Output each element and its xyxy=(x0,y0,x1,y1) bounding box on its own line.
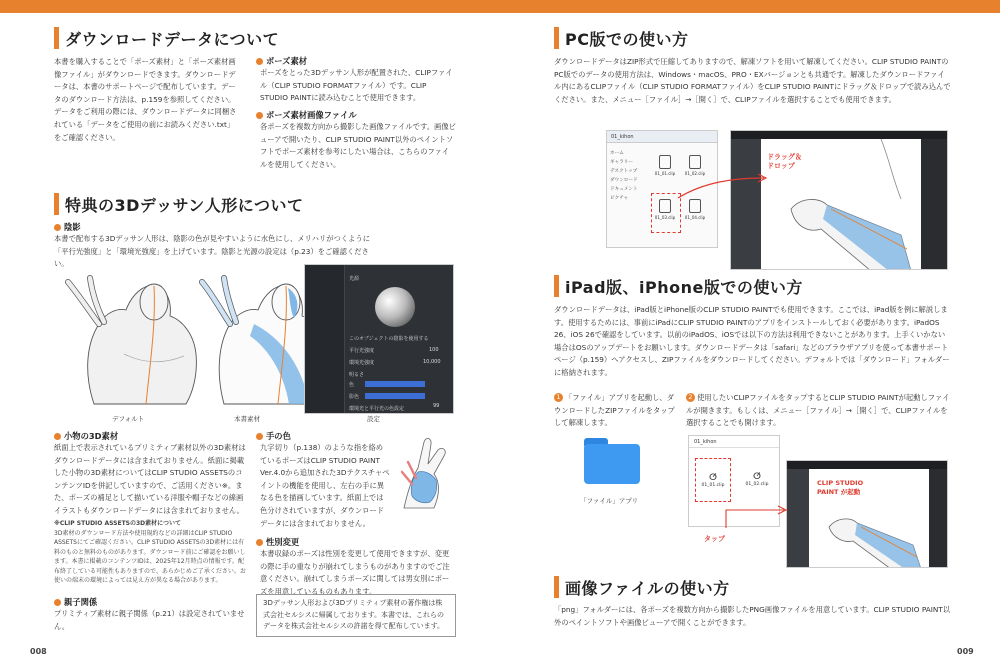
tap-arrow xyxy=(722,502,792,532)
bullet-dot xyxy=(54,599,61,606)
explorer-nav-item[interactable]: ダウンロード xyxy=(610,178,638,183)
heading-text: PC版での使い方 xyxy=(565,29,689,49)
pose-image-body: 各ポーズを複数方向から撮影した画像ファイルです。画像ビューアで開いたり、CLIP STUDIO PAINT以外のペイントソフトでポーズ素材を参考にしたい場合は、こちらのファイルを使用してください。 xyxy=(260,122,456,169)
panel-value: 10,000 xyxy=(423,359,441,365)
explorer-sidebar xyxy=(610,149,638,203)
heading-bar xyxy=(554,275,559,297)
drag-arrow xyxy=(674,172,770,202)
panel-label: 環境光強度 xyxy=(349,360,375,366)
heading-bar xyxy=(554,27,559,49)
subheading-small-3d: 小物の3D素材 xyxy=(54,430,118,442)
top-accent-bar xyxy=(0,0,1000,13)
file-item[interactable]: 01_01.clip xyxy=(653,155,677,181)
panel-label: 色 xyxy=(349,382,355,388)
caption-settings: 設定 xyxy=(367,415,380,423)
csp-menubar xyxy=(731,131,948,139)
panel-color-bar xyxy=(365,381,425,387)
panel-label: 環境光と平行光の色設定 xyxy=(349,406,405,412)
clip-file-icon xyxy=(689,155,701,169)
explorer-nav-item[interactable]: ホーム xyxy=(610,151,624,156)
explorer-nav-item[interactable]: ドキュメント xyxy=(610,187,638,192)
clip-file-icon: ⵚ xyxy=(709,473,717,483)
csp-ipad-layers xyxy=(929,469,948,568)
bullet-dot xyxy=(256,58,263,65)
panel-label: 影色 xyxy=(349,394,360,400)
panel-sidebar xyxy=(305,265,345,414)
parent-body: プリミティブ素材に親子関係（p.21）は設定されていません。 xyxy=(54,609,245,631)
bullet-dot xyxy=(54,224,61,231)
page-number-left: 008 xyxy=(30,647,47,656)
panel-value: 99 xyxy=(433,403,440,409)
pose-body: ポーズをとった3Dデッサン人形が配置された、CLIPファイル（CLIP STUDIO FORMATファイル）です。CLIP STUDIO PAINTに読み込むことで使用できます。 xyxy=(260,68,453,103)
panel-value: 100 xyxy=(429,347,439,353)
panel-label: 明るさ xyxy=(349,372,365,378)
hand-body: 九字切り（p.138）のような指を絡めているポーズはCLIP STUDIO PAINT Ver.4.0から追加された3Dテクスチャペイントの機能を使用し、左右の手に異なる色を描画しています。紙面上では色分けされていますが、ダウンロードデータには含まれておりません。 xyxy=(260,443,390,528)
download-body: 本書を購入することで「ポーズ素材」と「ポーズ素材画像ファイル」がダウンロードできます。ダウンロードデータは、本書のサポートページで配布しています。データのダウンロード方法は、p.159を参照してください。データをご利用の際には、ダウンロードデータに同梱されている「データをご使用の前にお読みください.txt」をご確認ください。 xyxy=(54,57,237,142)
gender-body: 本書収録のポーズは性別を変更して使用できますが、変更の際に手の重なりが崩れてしまうものがありますのでご注意ください。崩れてしまうポーズに関しては男女別にポーズを用意しているものもあります。 xyxy=(260,549,450,596)
ipad-body: ダウンロードデータは、iPad版とiPhone版のCLIP STUDIO PAINTでも使用できます。ここでは、iPad版を例に解説します。使用するためには、事前にiPadにCLIP STUDIO PAINTのアプリをインストールしておく必要があります。iPadOS 26、iOS 26で確認をしています。以前のiPadOS、iOSでは以下の方法は利用できないことがあります。上手くいかない場合はOSのアップデートをお願いします。ダウンロードデータは「safari」などのブラウザアプリを使って本書サポートページ（p.159）へアクセスし、ZIPファイルをダウンロードしてください。デフォルトでは「ダウンロード」フォルダーに格納されます。 xyxy=(554,305,950,377)
panel-label: 光源 xyxy=(349,276,360,282)
section-title-download xyxy=(54,26,279,50)
pc-body: ダウンロードデータはZIP形式で圧縮してありますので、解凍ソフトを用いて解凍してください。CLIP STUDIO PAINTのPC版でのデータの使用方法は、Windows・macOS、PRO・EXバージョンとも共通です。解凍したダウンロードファイル内にあるCLIPファイル（CLIP STUDIO FORMATファイル）をCLIP STUDIO PAINTにドラッグ＆ドロップで読み込んでください。また、メニュー［ファイル］→［開く］で、CLIPファイルを選択することでも使用できます。 xyxy=(554,57,951,104)
heading-text: ダウンロードデータについて xyxy=(65,29,280,49)
bullet-dot xyxy=(256,433,263,440)
file-item[interactable]: 01_03.clip xyxy=(653,199,677,225)
csp-tool-panel xyxy=(731,139,761,270)
panel-shade-bar xyxy=(365,393,425,399)
heading-text: 画像ファイルの使い方 xyxy=(565,578,730,598)
csp-ipad-window xyxy=(786,460,948,568)
clip-file-icon: ⵚ xyxy=(753,472,761,482)
light-sphere-preview xyxy=(375,287,415,327)
hand-color-figure xyxy=(394,432,458,510)
section-title-images xyxy=(554,575,730,599)
small-3d-body: 紙面上で表示されているプリミティブ素材以外の3D素材はダウンロードデータには含まれておりません。紙面に掲載した小物の3D素材についてはCLIP STUDIO ASSETSのコンテンツIDを併記していますので、ご活用ください※。また、ポーズの補足として描いている洋服や帽子などの線画イラストもダウンロードデータには含まれておりません。 xyxy=(54,443,246,515)
page-number-right: 009 xyxy=(957,647,974,656)
step-2: 2 使用したいCLIPファイルをタップするとCLIP STUDIO PAINTが起動しファイルが開きます。もしくは、メニュー［ファイル］→［開く］で、CLIPファイルを選択することでも開けます。 xyxy=(686,393,950,428)
bullet-dot xyxy=(256,112,263,119)
subheading-pose-image: ポーズ素材画像ファイル xyxy=(256,109,357,121)
explorer-nav-item[interactable]: デスクトップ xyxy=(610,169,638,174)
file-item[interactable]: 01_02.clip xyxy=(683,155,707,181)
phone-folder-title: 01_kihon xyxy=(689,436,779,448)
section-title-pc xyxy=(554,26,688,50)
subheading-pose: ポーズ素材 xyxy=(256,55,307,67)
explorer-title: 01_kihon xyxy=(607,131,717,143)
light-settings-panel xyxy=(304,264,454,414)
bullet-dot xyxy=(54,433,61,440)
step-number-badge: 1 xyxy=(554,393,563,402)
heading-text: iPad版、iPhone版での使い方 xyxy=(565,277,803,297)
phone-file-item[interactable]: ⵚ 01_02.clip xyxy=(739,458,775,502)
note-body: 3D素材のダウンロード方法や使用規約などの詳細はCLIP STUDIO ASSETSにてご確認ください。CLIP STUDIO ASSETSの3D素材には有料のものと無料のものがあります。ダウンロード前にご確認をお願いします。本書に掲載のコンテンツIDは、2025年12月時点の情報です。配布終了している可能性もありますので、あらかじめご了承ください。お使いの端末の環境によっては見え方が異なる場合があります。 xyxy=(54,530,246,585)
step-1: 1 「ファイル」アプリを起動し、ダウンロードしたZIPファイルをタップして解凍します。 xyxy=(554,393,675,428)
note-title: ※CLIP STUDIO ASSETSの3D素材について xyxy=(54,520,182,527)
mannequin-default-figure xyxy=(68,278,196,404)
csp-launch-label: CLIP STUDIO PAINT が起動 xyxy=(817,479,864,496)
csp-layer-panel xyxy=(921,139,948,270)
section-title-ipad xyxy=(554,274,803,298)
heading-bar xyxy=(554,576,559,598)
heading-bar xyxy=(54,27,59,49)
caption-material: 本書素材 xyxy=(234,415,260,423)
csp-ipad-menubar xyxy=(787,461,948,469)
subheading-hand-color: 手の色 xyxy=(256,430,291,442)
step-number-badge: 2 xyxy=(686,393,695,402)
subheading-gender: 性別変更 xyxy=(256,536,299,548)
files-app-caption: 「ファイル」アプリ xyxy=(580,497,639,505)
folder-body xyxy=(584,444,640,484)
heading-bar xyxy=(54,193,59,215)
drag-drop-label: ドラッグ＆ ドロップ xyxy=(767,153,802,170)
panel-label: このオブジェクトの陰影を使用する xyxy=(349,336,429,342)
shade-body: 本書で配布する3Dデッサン人形は、陰影の色が見やすいように水色にし、メリハリがつくように「平行光強度」と「環境光強度」を上げています。陰影と光源の設定は（p.23）をご確認ください。 xyxy=(54,234,370,269)
files-app-icon xyxy=(584,434,640,484)
clip-file-icon xyxy=(659,155,671,169)
explorer-nav-item[interactable]: ピクチャ xyxy=(610,196,629,201)
phone-file-item-selected[interactable]: ⵚ 01_01.clip xyxy=(695,458,731,502)
right-page xyxy=(554,22,954,642)
panel-label: 平行光強度 xyxy=(349,348,375,354)
images-body: 「png」フォルダーには、各ポーズを複数方向から撮影したPNG画像ファイルを用意しています。CLIP STUDIO PAINT以外のペイントソフトや画像ビューアで開くことができます。 xyxy=(554,605,951,627)
explorer-nav-item[interactable]: ギャラリー xyxy=(610,160,633,165)
file-item[interactable]: 01_04.clip xyxy=(683,199,707,225)
left-page xyxy=(54,22,464,642)
caption-default: デフォルト xyxy=(112,415,145,423)
heading-text: 特典の3Dデッサン人形について xyxy=(65,195,304,215)
bullet-dot xyxy=(256,539,263,546)
section-title-mannequin xyxy=(54,192,303,216)
copyright-notice: 3Dデッサン人形および3Dプリミティブ素材の著作権は株式会社セルシスに帰属しております。本書では、これらのデータを株式会社セルシスの許諾を得て配布しています。 xyxy=(256,594,456,637)
tap-label: タップ xyxy=(704,535,725,543)
subheading-parent: 親子関係 xyxy=(54,596,97,608)
subheading-shade: 陰影 xyxy=(54,221,81,233)
